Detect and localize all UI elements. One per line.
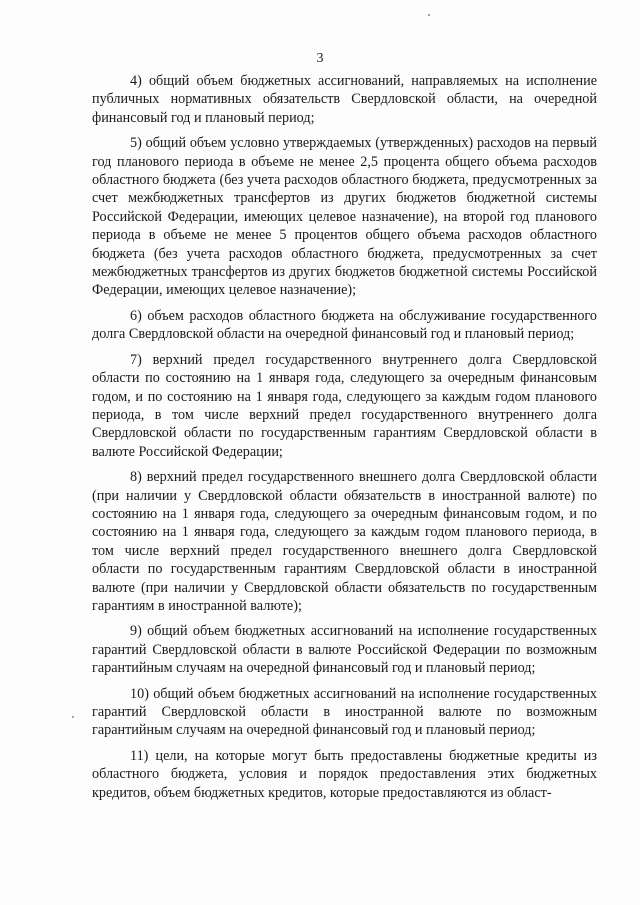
paragraph-item-10: 10) общий объем бюджетных ассигнований на исполнение государственных гарантий Свердловской области в иностранной валюте по возможным гарантийным случаям на очередной финансовый год и плановый период;: [92, 685, 597, 739]
scan-speck: [428, 14, 430, 16]
paragraph-item-5: 5) общий объем условно утверждаемых (утвержденных) расходов на первый год планового периода в объеме не менее 2,5 процента общего объема расходов областного бюджета (без учета расходов областного бюджета, предусмотренных за счет межбюджетных трансфертов из других бюджетов бюджетной системы Российской Федерации, имеющих целевое назначение), на второй год планового периода в объеме не менее 5 процентов общего объема расходов областного бюджета (без учета расходов областного бюджета, предусмотренных за счет межбюджетных трансфертов из других бюджетов бюджетной системы Российской Федерации, имеющих целевое назначение);: [92, 135, 597, 299]
paragraph-item-11: 11) цели, на которые могут быть предоставлены бюджетные кредиты из областного бюджета, условия и порядок предоставления этих бюджетных кредитов, объем бюджетных кредитов, которые предоставляются из област-: [92, 747, 597, 801]
paragraph-item-8: 8) верхний предел государственного внешнего долга Свердловской области (при наличии у Свердловской области обязательств в иностранной валюте) по состоянию на 1 января года, следующего за очередным финансовым годом, и по состоянию на 1 января года, следующего за каждым годом планового периода, в том числе верхний предел государственного внешнего долга Свердловской области по государственным гарантиям Свердловской области в иностранной валюте (при наличии у Свердловской области обязательств по государственным гарантиям в иностранной валюте);: [92, 469, 597, 614]
paragraph-item-6: 6) объем расходов областного бюджета на обслуживание государственного долга Свердловской области на очередной финансовый год и плановый период;: [92, 307, 597, 343]
scan-speck: [72, 716, 74, 718]
page-number: 3: [316, 51, 324, 66]
document-body: [92, 72, 597, 802]
paragraph-item-7: 7) верхний предел государственного внутреннего долга Свердловской области по состоянию на 1 января года, следующего за очередным финансовым годом, и по состоянию на 1 января года, следующего за каждым годом планового периода, в том числе верхний предел государственного внутреннего долга Свердловской области по государственным гарантиям Свердловской области в валюте Российской Федерации;: [92, 351, 597, 460]
paragraph-item-9: 9) общий объем бюджетных ассигнований на исполнение государственных гарантий Свердловской области в валюте Российской Федерации по возможным гарантийным случаям на очередной финансовый год и плановый период;: [92, 623, 597, 677]
paragraph-item-4: 4) общий объем бюджетных ассигнований, направляемых на исполнение публичных нормативных обязательств Свердловской области, на очередной финансовый год и плановый период;: [92, 73, 597, 126]
